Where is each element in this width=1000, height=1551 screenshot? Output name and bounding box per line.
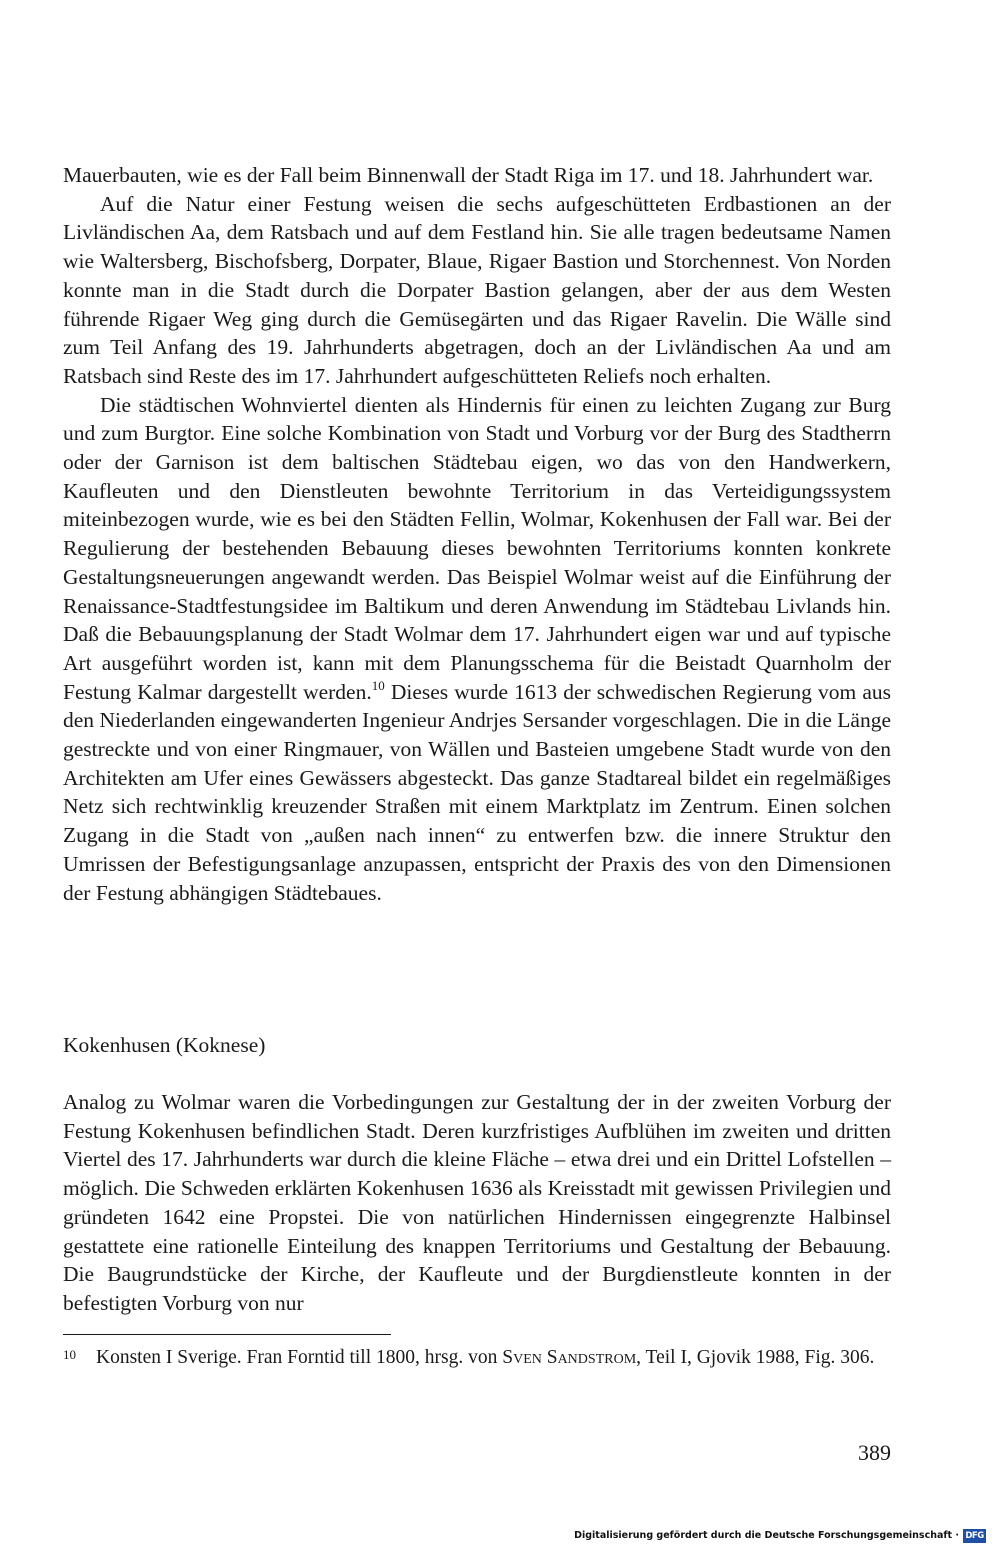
paragraph [63,391,891,908]
footnote-editor-name: Sven Sandstrom [502,1347,637,1368]
body-text-block-2 [63,1088,891,1318]
digitization-credit: Digitalisierung gefördert durch die Deutsche Forschungsgemeinschaft · [574,1530,959,1541]
paragraph-text: Mauerbauten, wie es der Fall beim Binnenwall der Stadt Riga im 17. und 18. Jahrhundert war. [63,163,874,187]
paragraph [63,161,891,190]
paragraph-text: Auf die Natur einer Festung weisen die sechs aufgeschütteten Erdbastionen an der Livländischen Aa, dem Ratsbach und auf dem Festland hin. Sie alle tragen bedeutsame Namen wie Waltersberg, Bischofsberg, Dorpater, Blaue, Rigaer Bastion und Storchennest. Von Norden konnte man in die Stadt durch die Dorpater Bastion gelangen, aber der aus dem Westen führende Rigaer Weg ging durch die Gemüsegärten und das Rigaer Ravelin. Die Wälle sind zum Teil Anfang des 19. Jahrhunderts abgetragen, doch an der Livländischen Aa und am Ratsbach sind Reste des im 17. Jahrhundert aufgeschütteten Reliefs noch erhalten. [63,191,891,388]
footnote-separator [63,1334,391,1335]
paragraph [63,1088,891,1318]
footnote-reference[interactable]: 10 [371,677,385,693]
section-heading: Kokenhusen (Koknese) [63,1033,266,1057]
paragraph [63,190,891,391]
body-text-block-1 [63,161,891,907]
page-number: 389 [858,1440,891,1465]
footnote-number: 10 [63,1347,76,1362]
dfg-logo: DFG [963,1529,986,1543]
paragraph-text: Die städtischen Wohnviertel dienten als Hindernis für einen zu leichten Zugang zur Burg und zum Burgtor. Eine solche Kombination von Stadt und Vorburg vor der Burg des Stadtherrn oder der Garnison ist dem baltischen Städtebau eigen, wo das von den Handwerkern, Kaufleuten und den Dienstleuten bewohnte Territorium in das Verteidigungssystem miteinbezogen wurde, wie es bei den Städten Fellin, Wolmar, Kokenhusen der Fall war. Bei der Regulierung der bestehenden Bebauung dieses bewohnten Territoriums konnten konkrete Gestaltungsneuerungen angewandt werden. Das Beispiel Wolmar weist auf die Einführung der Renaissance-Stadtfestungsidee im Baltikum und deren Anwendung im Städtebau Livlands hin. Daß die Bebauungsplanung der Stadt Wolmar dem 17. Jahrhundert eigen war und auf typische Art ausgeführt worden ist, kann mit dem Planungsschema für die Beistadt Quarnholm der Festung Kalmar dargestellt werden. [63,392,891,704]
paragraph-text: Analog zu Wolmar waren die Vorbedingungen zur Gestaltung der in der zweiten Vorburg der Festung Kokenhusen befindlichen Stadt. Deren kurzfristiges Aufblühen im zweiten und dritten Viertel des 17. Jahrhunderts war durch die kleine Fläche – etwa drei und ein Drittel Lofstellen – möglich. Die Schweden erklärten Kokenhusen 1636 als Kreisstadt mit gewissen Privilegien und gründeten 1642 eine Propstei. Die von natürlichen Hindernissen eingegrenzte Halbinsel gestattete eine rationelle Einteilung des knappen Territoriums und Gestaltung der Bebauung. Die Baugrundstücke der Kirche, der Kaufleute und der Burgdienstleute konnten in der befestigten Vorburg von nur [63,1090,891,1315]
footnote [63,1345,891,1371]
paragraph-text: Dieses wurde 1613 der schwedischen Regierung vom aus den Niederlanden eingewanderten Ingenieur Andrjes Sersander vorgeschlagen. Die in die Länge gestreckte und von einer Ringmauer, von Wällen und Basteien umgebene Stadt wurde von den Architekten am Ufer eines Gewässers abgesteckt. Das ganze Stadtareal bildet ein regelmäßiges Netz sich rechtwinklig kreuzender Straßen mit einem Marktplatz im Zentrum. Einen solchen Zugang in die Stadt von „außen nach innen“ zu entwerfen bzw. die innere Struktur den Umrissen der Befestigungsanlage anzupassen, entspricht der Praxis des von den Dimensionen der Festung abhängigen Städtebaues. [63,679,891,905]
footnote-text: Konsten I Sverige. Fran Forntid till 1800, hrsg. von Sven Sandstrom, Teil I, Gjovik 1988, Fig. 306. [96,1347,875,1368]
